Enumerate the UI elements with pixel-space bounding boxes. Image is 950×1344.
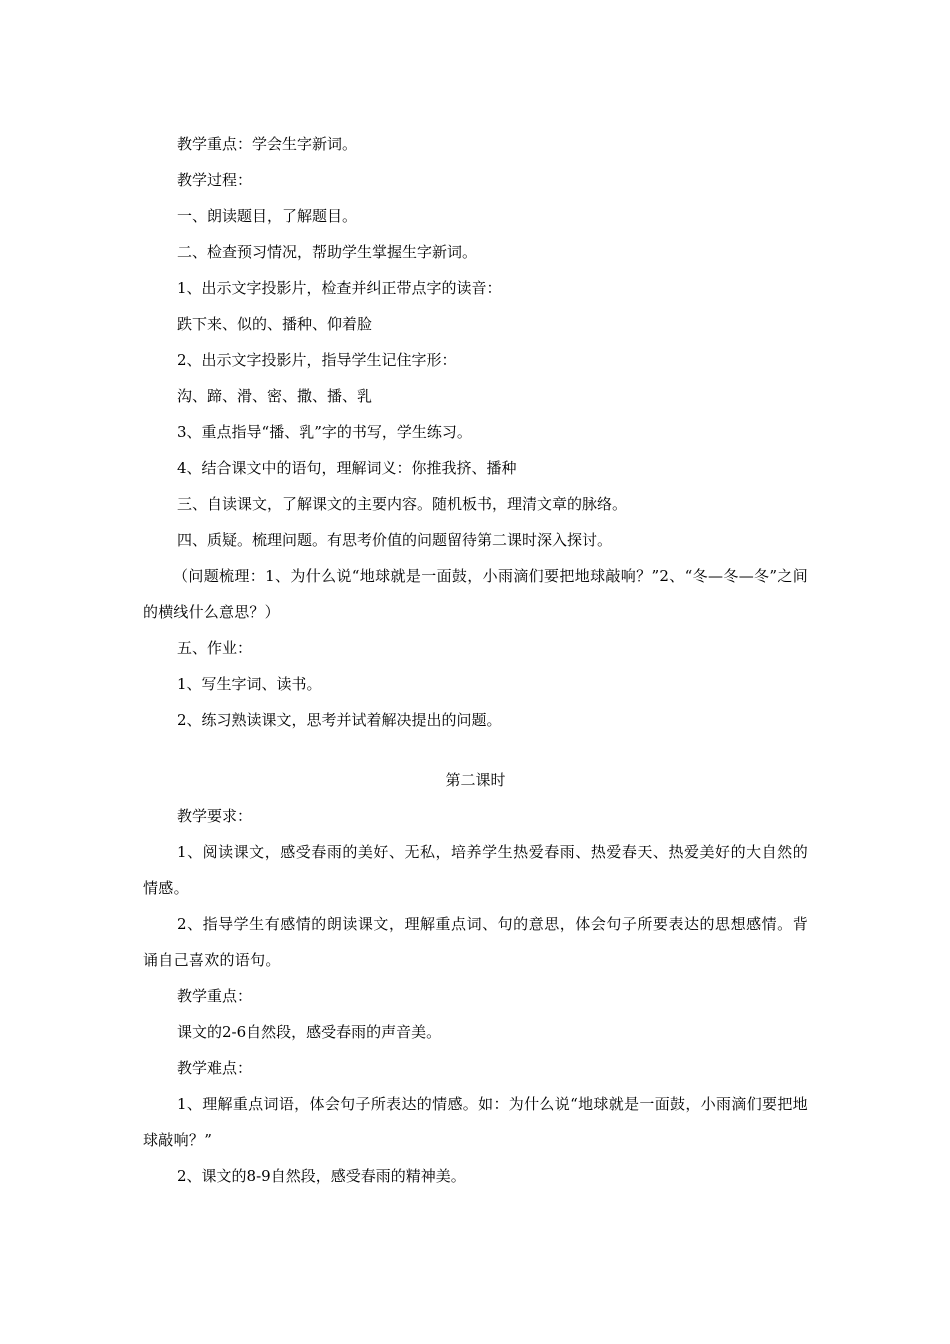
paragraph: 2、课文的8-9自然段，感受春雨的精神美。 <box>177 1167 466 1185</box>
paragraph: 沟、蹄、滑、密、撒、播、乳 <box>177 387 373 405</box>
paragraph: 一、朗读题目，了解题目。 <box>177 207 358 225</box>
document-body <box>143 126 808 1194</box>
paragraph: 教学要求： <box>177 807 253 825</box>
paragraph: 1、阅读课文，感受春雨的美好、无私，培养学生热爱春雨、热爱春天、热爱美好的大自然的情感。 <box>143 843 808 897</box>
paragraph: 2、出示文字投影片，指导学生记住字形： <box>177 351 457 369</box>
paragraph: 1、出示文字投影片，检查并纠正带点字的读音： <box>177 279 502 297</box>
paragraph: 4、结合课文中的语句，理解词义：你推我挤、播种 <box>177 459 517 477</box>
paragraph: 教学难点： <box>177 1059 253 1077</box>
paragraph: 1、写生字词、读书。 <box>177 675 322 693</box>
paragraph: 2、练习熟读课文，思考并试着解决提出的问题。 <box>177 711 502 729</box>
paragraph: 3、重点指导“播、乳”字的书写，学生练习。 <box>177 423 472 441</box>
paragraph: 1、理解重点词语，体会句子所表达的情感。如：为什么说“地球就是一面鼓，小雨滴们要把地球敲响？” <box>143 1095 808 1149</box>
paragraph: 课文的2-6自然段，感受春雨的声音美。 <box>177 1023 442 1041</box>
paragraph: 四、质疑。梳理问题。有思考价值的问题留待第二课时深入探讨。 <box>177 531 613 549</box>
paragraph: （问题梳理：1、为什么说“地球就是一面鼓，小雨滴们要把地球敲响？”2、“冬—冬—冬”之间的横线什么意思？） <box>143 567 808 621</box>
paragraph: 五、作业： <box>177 639 253 657</box>
paragraph: 跌下来、似的、播种、仰着脸 <box>177 315 373 333</box>
paragraph: 二、检查预习情况，帮助学生掌握生字新词。 <box>177 243 478 261</box>
paragraph: 教学过程： <box>177 171 253 189</box>
paragraph: 三、自读课文，了解课文的主要内容。随机板书，理清文章的脉络。 <box>177 495 628 513</box>
paragraph: 教学重点： <box>177 987 253 1005</box>
paragraph: 2、指导学生有感情的朗读课文，理解重点词、句的意思，体会句子所要表达的思想感情。背诵自己喜欢的语句。 <box>143 915 808 969</box>
section-title: 第二课时 <box>445 771 506 789</box>
paragraph: 教学重点：学会生字新词。 <box>177 135 358 153</box>
